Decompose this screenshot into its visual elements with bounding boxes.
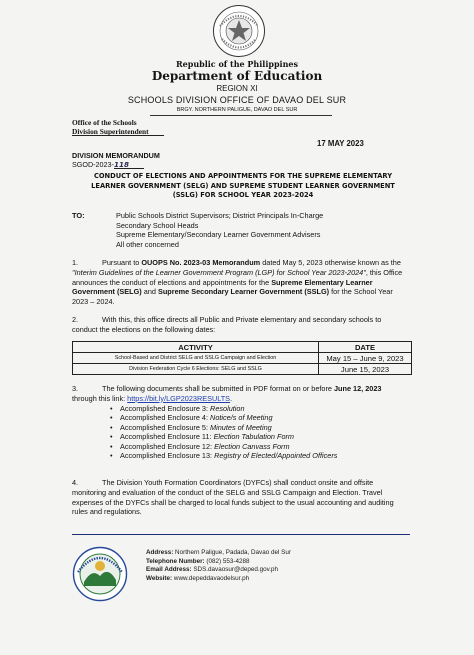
footer-divider (72, 534, 410, 535)
bullet-icon: • (110, 451, 113, 461)
office-label-line1: Office of the Schools (72, 118, 137, 127)
recipient-item: Secondary School Heads (116, 220, 199, 230)
header-division-office: SCHOOLS DIVISION OFFICE OF DAVAO DEL SUR (127, 95, 347, 105)
list-item (110, 423, 337, 432)
footer-email-line (146, 566, 291, 575)
footer-address-line (146, 549, 291, 558)
footer-email-label: Email Address: (146, 566, 192, 574)
memo-subject: CONDUCT OF ELECTIONS AND APPOINTMENTS FOR THE SUPREME ELEMENTARY LEARNER GOVERNMENT (SELG) AND SUPREME STUDENT LEARNER GOVERNMENT (SSLG) FOR SCHOOL YEAR 2023-2024 (91, 172, 395, 200)
enclosure-label: Accomplished Enclosure 11: (120, 432, 214, 442)
office-label (72, 118, 149, 136)
list-item (110, 404, 337, 413)
paragraph-text: . (230, 393, 233, 403)
activity-cell: Division Federation Cycle 6 Elections: SELG and SSLG (73, 364, 319, 375)
header-divider (150, 115, 332, 116)
footer-phone-label: Telephone Number: (146, 557, 205, 565)
header-address: BRGY. NORTHERN PALIGUE, DAVAO DEL SUR (176, 107, 298, 113)
footer-website-label: Website: (146, 574, 173, 582)
enclosure-label: Accomplished Enclosure 13: (120, 451, 215, 461)
paragraph-text: through this link: (72, 393, 128, 403)
enclosure-title: Resolution (210, 404, 245, 413)
footer-phone-line (146, 558, 291, 567)
enclosure-label: Accomplished Enclosure 12: (120, 441, 215, 451)
paragraph-text: With this, this office directs all Public and Private elementary and secondary schools to conduct the elections on the following dates: (72, 315, 382, 334)
enclosure-title: Notice/s of Meeting (210, 413, 273, 423)
footer-phone: (082) 553-4288 (206, 557, 250, 565)
footer-website: www.depeddavaodelsur.ph (173, 574, 250, 582)
memo-reference: OUOPS No. 2023-03 Memorandum (141, 258, 261, 267)
activity-table (72, 341, 412, 375)
table-row (73, 364, 412, 375)
paragraph-number: 3. (72, 384, 79, 393)
footer-website-line (146, 575, 291, 584)
division-logo-icon (72, 546, 128, 602)
activity-cell: School-Based and District SELG and SSLG Campaign and Election (73, 353, 319, 364)
enclosure-label: Accomplished Enclosure 4: (120, 413, 211, 423)
bullet-icon: • (110, 432, 113, 442)
recipient-item: All other concerned (116, 239, 179, 249)
enclosure-label: Accomplished Enclosure 5: (120, 422, 211, 432)
paragraph-text: The following documents shall be submitted in PDF format on or before (102, 384, 334, 393)
recipient-item: Public Schools District Supervisors; District Principals In-Charge (116, 211, 324, 220)
footer-email: SDS.davaosur@deped.gov.ph (193, 566, 279, 574)
list-item (110, 442, 337, 451)
list-item (110, 451, 337, 460)
memo-label: DIVISION MEMORANDUM (72, 151, 160, 160)
office-underline (72, 135, 164, 136)
header-republic: Republic of the Philippines (175, 59, 298, 69)
enclosure-title: Election Canvass Form (214, 441, 290, 451)
memo-number-blank (114, 160, 144, 169)
enclosure-title: Registry of Elected/Appointed Officers (214, 451, 338, 461)
office-label-line2: Division Superintendent (72, 127, 149, 136)
paragraph-2 (72, 315, 408, 335)
paragraph-text: and (141, 287, 158, 297)
recipient-item: Supreme Elementary/Secondary Learner Government Advisers (116, 230, 321, 240)
bullet-icon: • (110, 422, 113, 432)
paragraph-number: 4. (72, 478, 79, 487)
table-header-row (73, 342, 412, 353)
paragraph-text: The Division Youth Formation Coordinators (DYFCs) shall conduct onsite and offsite monitoring and evaluation of the conduct of the SELG and SSLG Campaign and Election. Travel expenses of the DYFCs shall be charged to local funds subject to the usual accounting and auditing rules and regulations. (72, 478, 394, 517)
enclosure-label: Accomplished Enclosure 3: (120, 404, 211, 413)
date-cell: May 15 – June 9, 2023 (319, 353, 412, 364)
footer-address: Northern Paligue, Padada, Davao del Sur (175, 549, 291, 556)
footer-address-label: Address: (146, 549, 174, 556)
date-cell: June 15, 2023 (319, 364, 412, 375)
header-region: REGION XI (216, 84, 258, 93)
table-header-date: DATE (319, 342, 412, 353)
list-item (110, 432, 337, 441)
header-department: Department of Education (151, 69, 323, 83)
selg-name: Supreme Elementary Learner Government (SELG) (72, 277, 373, 297)
guidelines-title: "Interim Guidelines of the Learner Government Program (LGP) for School Year 2023-2024" (72, 267, 366, 277)
paragraph-3 (72, 384, 408, 404)
paragraph-4 (72, 478, 408, 517)
submission-link[interactable]: https://bit.ly/LGP2023RESULTS (127, 393, 231, 403)
enclosure-list (110, 404, 337, 460)
bullet-icon: • (110, 404, 113, 413)
paragraph-number: 2. (72, 315, 79, 324)
memo-number (72, 160, 144, 169)
sslg-name: Supreme Secondary Learner Government (SSLG) (157, 287, 330, 297)
to-label: TO: (72, 211, 85, 220)
recipient-list (116, 211, 323, 249)
enclosure-title: Minutes of Meeting (210, 422, 272, 432)
paragraph-text: , this Office announces the conduct of elections and appointments for the (72, 267, 403, 287)
memo-number-prefix: SGOD-2023- (72, 160, 114, 169)
submission-deadline: June 12, 2023 (334, 384, 382, 393)
table-row (73, 353, 412, 364)
footer-contact (146, 549, 291, 583)
deped-seal-icon (212, 4, 266, 58)
paragraph-text: dated May 5, 2023 otherwise known as the (260, 258, 401, 267)
paragraph-text: for the School Year 2023 – 2024. (72, 287, 393, 307)
paragraph-1 (72, 258, 408, 307)
memo-number-handwritten: 118 (113, 160, 129, 169)
bullet-icon: • (110, 413, 113, 423)
paragraph-text: Pursuant to (102, 258, 142, 267)
paragraph-number: 1. (72, 258, 79, 267)
enclosure-title: Election Tabulation Form (213, 432, 295, 442)
list-item (110, 413, 337, 422)
memo-date: 17 MAY 2023 (317, 139, 364, 148)
table-header-activity: ACTIVITY (73, 342, 319, 353)
bullet-icon: • (110, 441, 113, 451)
